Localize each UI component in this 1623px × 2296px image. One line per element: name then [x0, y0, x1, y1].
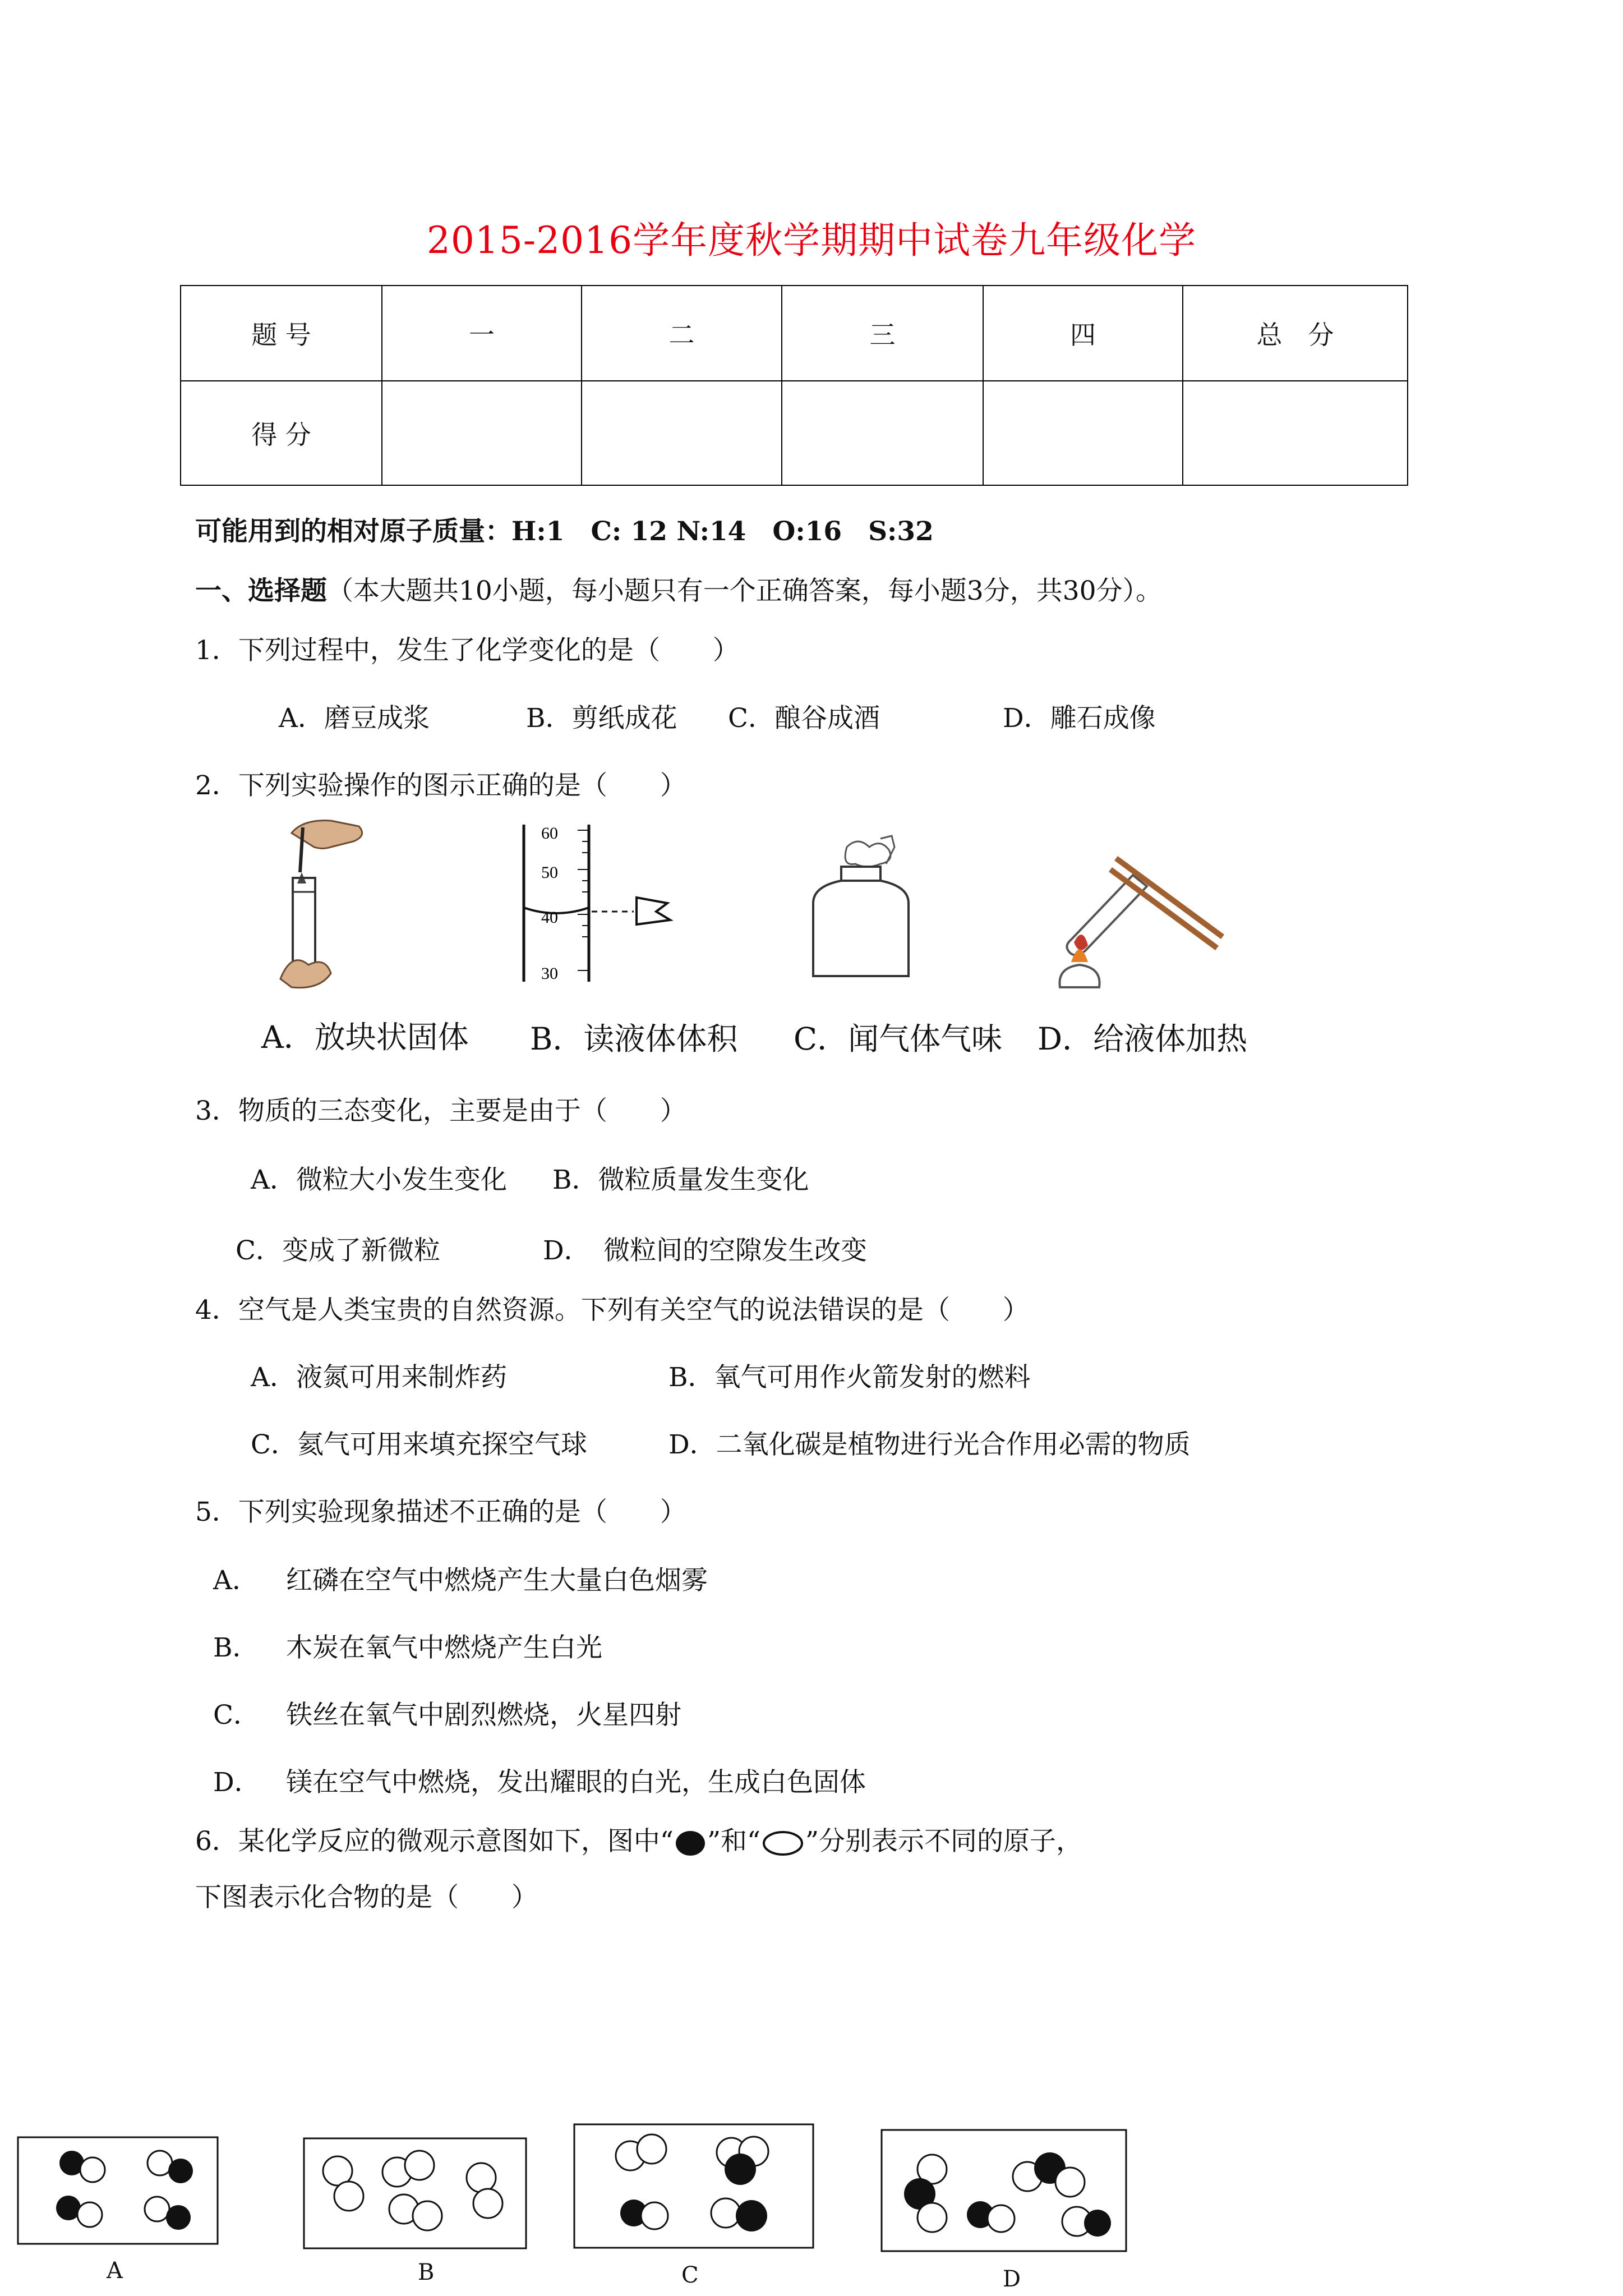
q4-option-d[interactable]: D．二氧化碳是植物进行光合作用必需的物质 [668, 1429, 1191, 1460]
q5-option-b-letter: B． [213, 1632, 259, 1663]
score-row-label: 得 分 [181, 381, 382, 485]
score-cell[interactable] [983, 381, 1183, 485]
score-cell[interactable] [582, 381, 782, 485]
q6-box-c[interactable] [573, 2123, 814, 2249]
q6-stem-line2: 下图表示化合物的是（ ） [195, 1882, 538, 1913]
black-atom-icon [674, 1829, 707, 1857]
q4-option-c[interactable]: C．氦气可用来填充探空气球 [251, 1429, 587, 1460]
q4-option-b[interactable]: B．氧气可用作火箭发射的燃料 [668, 1362, 1031, 1393]
score-header-cell: 三 [782, 286, 983, 381]
atomic-mass-line: 可能用到的相对原子质量：H:1 C: 12 N:14 O:16 S:32 [195, 516, 934, 547]
q4-stem: 4．空气是人类宝贵的自然资源。下列有关空气的说法错误的是（ ） [195, 1295, 1029, 1326]
exam-title: 2015-2016学年度秋学期期中试卷九年级化学 [426, 219, 1197, 262]
score-cell[interactable] [782, 381, 983, 485]
q6-stem-part3: ”分别表示不同的原子， [805, 1826, 1083, 1857]
q5-option-c-letter: C． [213, 1700, 260, 1731]
score-header-cell: 一 [382, 286, 582, 381]
q1-stem: 1．下列过程中，发生了化学变化的是（ ） [195, 635, 739, 666]
score-cell[interactable] [1183, 381, 1408, 485]
q5-option-a[interactable]: 红磷在空气中燃烧产生大量白色烟雾 [286, 1565, 708, 1596]
score-header-cell: 总 分 [1183, 286, 1408, 381]
q5-option-d[interactable]: 镁在空气中燃烧，发出耀眼的白光，生成白色固体 [286, 1767, 866, 1798]
q3-option-d[interactable]: D． 微粒间的空隙发生改变 [543, 1235, 868, 1266]
score-table [180, 285, 1408, 486]
q4-option-a[interactable]: A．液氮可用来制炸药 [251, 1362, 507, 1393]
figure-place-solid [269, 816, 370, 990]
q5-option-a-letter: A． [213, 1565, 259, 1596]
figure-graduated-cylinder [516, 825, 690, 987]
q6-stem-part1: 6．某化学反应的微观示意图如下，图中“ [195, 1826, 674, 1857]
cylinder-tick-label: 40 [541, 908, 558, 927]
q1-option-d[interactable]: D．雕石成像 [1003, 703, 1156, 734]
score-header-cell: 二 [582, 286, 782, 381]
q2-option-b[interactable]: B．读液体体积 [530, 1021, 738, 1057]
q5-stem: 5．下列实验现象描述不正确的是（ ） [195, 1497, 686, 1527]
q6-box-a[interactable] [17, 2136, 219, 2246]
cylinder-tick-label: 30 [541, 964, 558, 983]
score-header-cell: 四 [983, 286, 1183, 381]
q6-stem [195, 1820, 1082, 1858]
q6-box-d[interactable] [880, 2129, 1127, 2252]
cylinder-tick-label: 60 [541, 824, 558, 843]
white-atom-icon [760, 1829, 805, 1857]
q6-label-a: A [107, 2258, 123, 2284]
q2-stem: 2．下列实验操作的图示正确的是（ ） [195, 770, 686, 801]
q6-label-c: C [681, 2262, 699, 2288]
section1-title: 一、选择题 [195, 576, 327, 606]
q3-option-c[interactable]: C．变成了新微粒 [236, 1235, 440, 1266]
q3-option-a[interactable]: A．微粒大小发生变化 [251, 1165, 507, 1195]
q5-option-d-letter: D． [213, 1767, 261, 1798]
q2-option-c[interactable]: C．闻气体气味 [794, 1021, 1003, 1057]
q2-option-a[interactable]: A．放块状固体 [261, 1019, 469, 1055]
q1-option-c[interactable]: C．酿谷成酒 [728, 703, 880, 734]
score-cell[interactable] [382, 381, 582, 485]
q6-box-b[interactable] [303, 2137, 527, 2249]
q2-option-d[interactable]: D．给液体加热 [1038, 1021, 1248, 1057]
score-header-cell: 题 号 [181, 286, 382, 381]
figure-heating-tube [1049, 841, 1251, 993]
q3-option-b[interactable]: B．微粒质量发生变化 [552, 1165, 809, 1195]
section1-heading [195, 570, 1162, 608]
q5-option-c[interactable]: 铁丝在氧气中剧烈燃烧，火星四射 [286, 1700, 681, 1731]
q6-label-b: B [418, 2260, 435, 2285]
q5-option-b[interactable]: 木炭在氧气中燃烧产生白光 [286, 1632, 602, 1663]
q3-stem: 3．物质的三态变化，主要是由于（ ） [195, 1096, 686, 1126]
q6-stem-part2: ”和“ [707, 1826, 760, 1857]
section1-note: （本大题共10小题，每小题只有一个正确答案，每小题3分，共30分）。 [327, 576, 1163, 606]
q1-option-a[interactable]: A．磨豆成浆 [279, 703, 430, 734]
cylinder-tick-label: 50 [541, 863, 558, 882]
figure-gas-bottle [796, 836, 965, 987]
q6-label-d: D [1003, 2266, 1021, 2292]
q1-option-b[interactable]: B．剪纸成花 [526, 703, 677, 734]
